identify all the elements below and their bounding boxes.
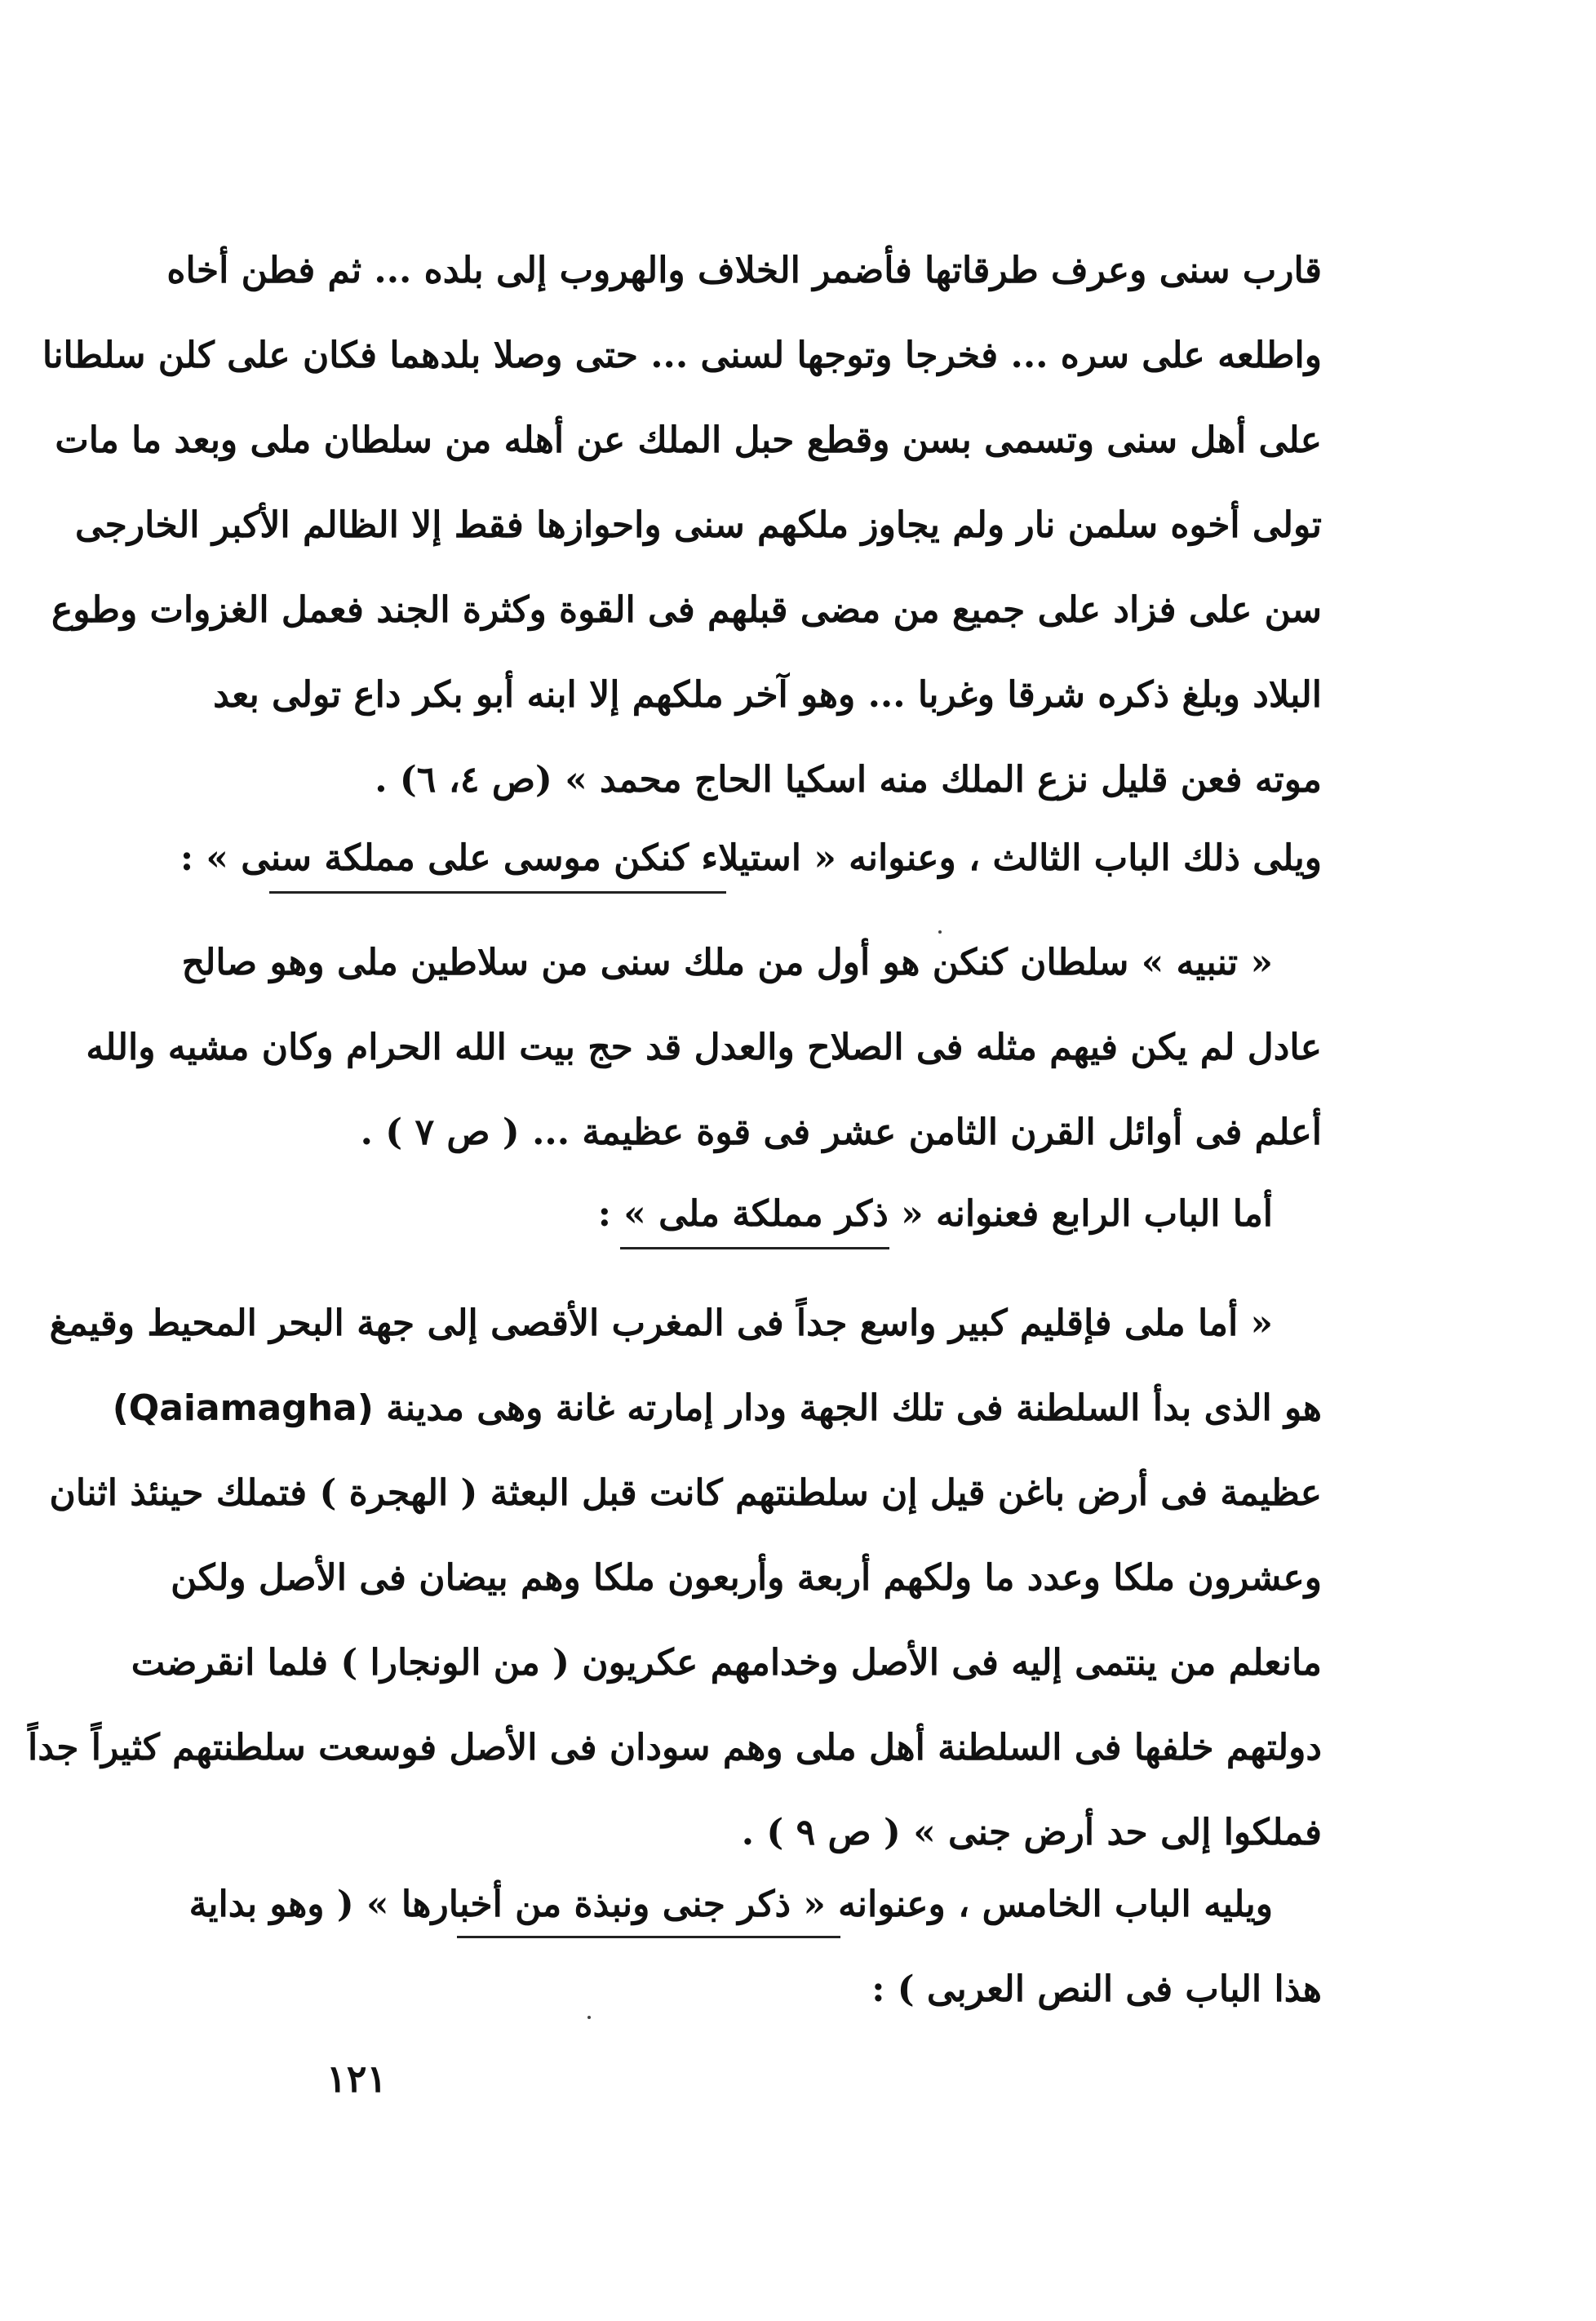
heading-prefix: أما الباب الرابع فعنوانه « [888, 1193, 1273, 1235]
heading-continuation: هذا الباب فى النص العربى ) : [871, 1968, 1322, 2010]
latin-term: (Qaiamagha) [112, 1387, 374, 1429]
text-line: موته فعن قليل نزع الملك منه اسكيا الحاج محمد » (ص ٤، ٦) . [375, 759, 1322, 801]
heading-underline [620, 1247, 889, 1249]
heading-line [188, 1862, 1322, 1947]
heading-suffix: » : [180, 837, 242, 879]
heading-underline [269, 891, 726, 894]
heading-title: ذكر جنى ونبذة من أخبارها [401, 1884, 791, 1925]
heading-line [180, 816, 1322, 901]
text-line: البلاد وبلغ ذكره شرقا وغربا ... وهو آخر ملكهم إلا ابنه أبو بكر داع تولى بعد [213, 674, 1322, 716]
heading-line [269, 1172, 1322, 1257]
heading-title: ذكر مملكة ملى [658, 1193, 889, 1235]
text-line: قارب سنى وعرف طرقاتها فأضمر الخلاف والهروب إلى بلده ... ثم فطن أخاه [166, 250, 1322, 291]
text-line: على أهل سنى وتسمى بسن وقطع حبل الملك عن أهله من سلطان ملى وبعد ما مات [55, 419, 1322, 461]
paragraph-block-2 [86, 921, 1322, 1175]
heading-title: استيلاء كنكن موسى على مملكة سنى [241, 837, 802, 879]
text-line: مانعلم من ينتمى إليه فى الأصل وخدامهم عكريون ( من الونجارا ) فلما انقرضت [131, 1642, 1322, 1684]
paragraph-block-3 [27, 1281, 1322, 1875]
text-line: « أما ملى فإقليم كبير واسع جداً فى المغرب الأقصى إلى جهة البحر المحيط وقيمغ [49, 1303, 1273, 1344]
text-line: واطلعه على سره ... فخرجا وتوجها لسنى ... حتى وصلا بلدهما فكان على كلن سلطانا [42, 335, 1322, 376]
text-line: وعشرون ملكا وعدد ما ولكهم أربعة وأربعون ملكا وهم بيضان فى الأصل ولكن [171, 1557, 1322, 1599]
heading-underline [457, 1936, 840, 1938]
scan-speck [938, 930, 942, 934]
text-line: دولتهم خلفها فى السلطنة أهل ملى وهم سودان فى الأصل فوسعت سلطنتهم كثيراً جداً [27, 1727, 1322, 1768]
text-line: أعلم فى أوائل القرن الثامن عشر فى قوة عظيمة ... ( ص ٧ ) . [360, 1112, 1322, 1153]
text-line: تولى أخوه سلمن نار ولم يجاوز ملكهم سنى واحوازها فقط إلا الظالم الأكبر الخارجى [74, 504, 1322, 546]
scan-speck [587, 2016, 591, 2019]
text-fragment: هو الذى بدأ السلطنة فى تلك الجهة ودار إمارته غانة وهى مدينة [386, 1387, 1322, 1429]
text-line: فملكوا إلى حد أرض جنى » ( ص ٩ ) . [741, 1812, 1322, 1853]
text-line: عظيمة فى أرض باغن قيل إن سلطنتهم كانت قبل البعثة ( الهجرة ) فتملك حينئذ اثنان [49, 1472, 1322, 1514]
text-line: سن على فزاد على جميع من مضى قبلهم فى القوة وكثرة الجند فعمل الغزوات وطوع [51, 589, 1322, 631]
chapter-4-heading [269, 1172, 1322, 1257]
text-line [112, 1366, 1322, 1451]
chapter-3-heading [180, 816, 1322, 901]
text-line: « تنبيه » سلطان كنكن هو أول من ملك سنى من سلاطين ملى وهو صالح [181, 942, 1273, 983]
chapter-5-heading [188, 1862, 1322, 2032]
heading-prefix: ويليه الباب الخامس ، وعنوانه « [791, 1884, 1273, 1925]
text-line: عادل لم يكن فيهم مثله فى الصلاح والعدل قد حج بيت الله الحرام وكان مشيه والله [86, 1027, 1322, 1068]
page-number: ١٢١ [326, 2057, 388, 2101]
heading-suffix: » : [597, 1193, 659, 1235]
heading-suffix: » ( وهو بداية [188, 1884, 401, 1925]
heading-prefix: ويلى ذلك الباب الثالث ، وعنوانه « [801, 837, 1322, 879]
paragraph-block-1 [42, 229, 1322, 823]
